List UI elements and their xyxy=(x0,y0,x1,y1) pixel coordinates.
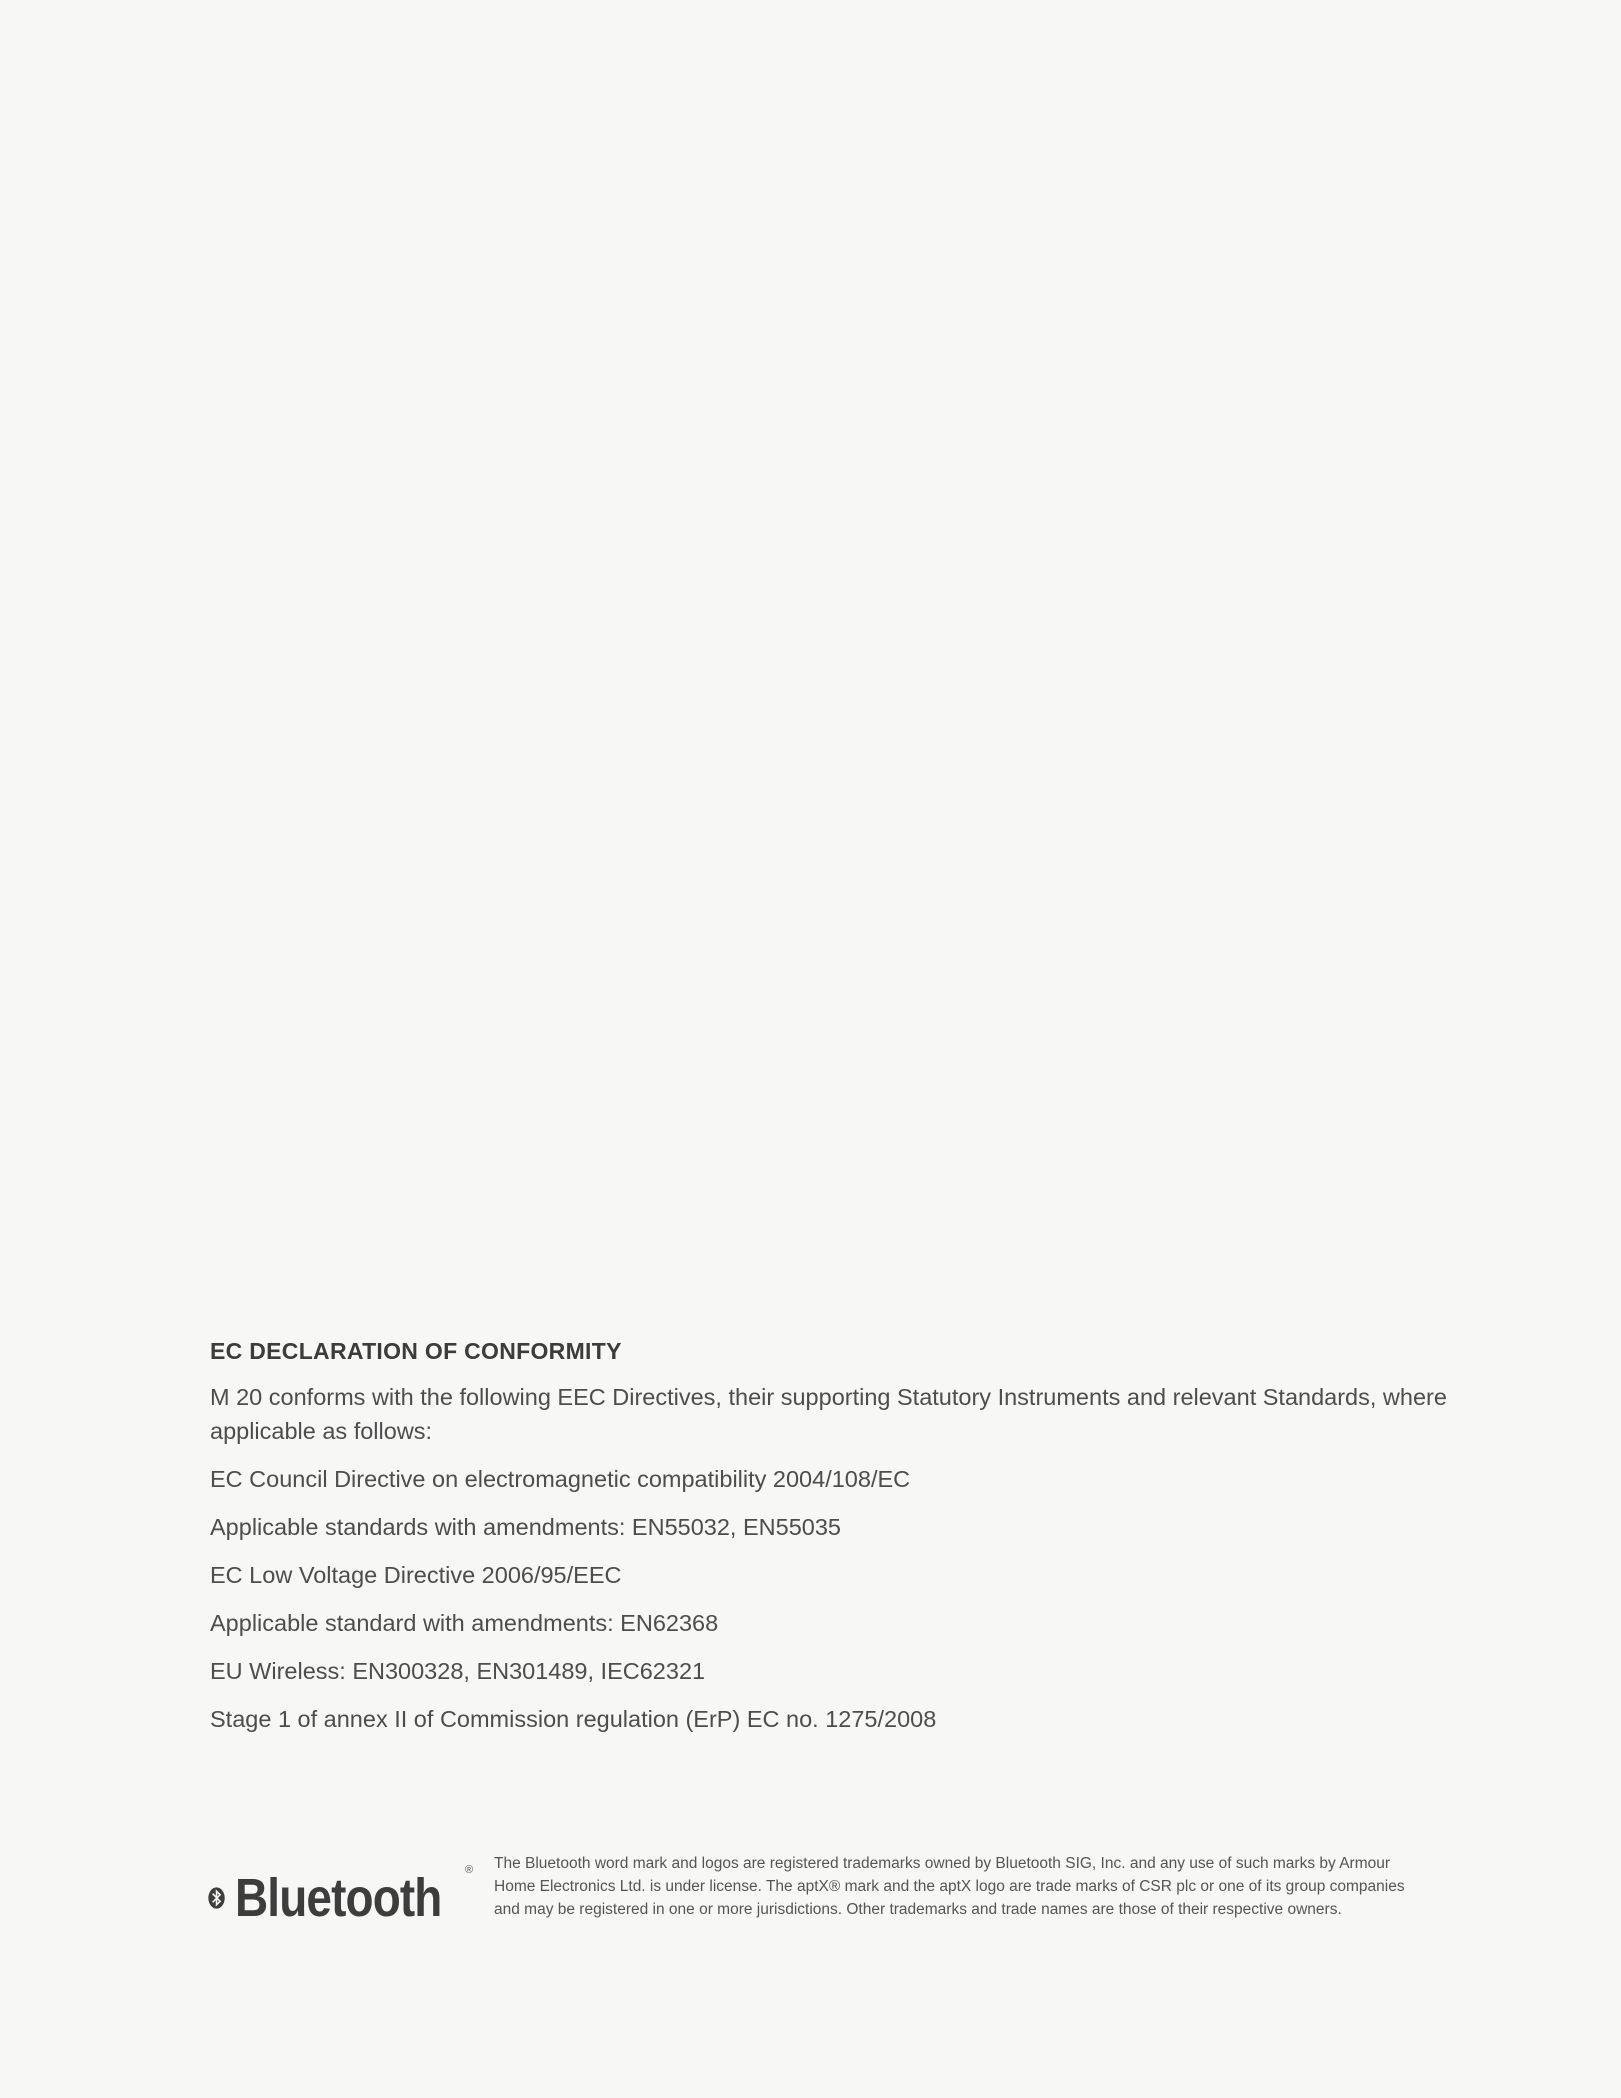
bluetooth-icon xyxy=(208,1867,225,1929)
declaration-section xyxy=(210,1336,1450,1750)
directive-line: EU Wireless: EN300328, EN301489, IEC62321 xyxy=(210,1658,706,1684)
declaration-heading: EC DECLARATION OF CONFORMITY xyxy=(210,1338,622,1364)
directive-line: Applicable standard with amendments: EN62368 xyxy=(210,1610,719,1636)
bluetooth-logo xyxy=(208,1858,478,1938)
declaration-intro: M 20 conforms with the following EEC Directives, their supporting Statutory Instruments and relevant Standards, where applicable as follows: xyxy=(210,1384,1447,1444)
trademark-footer xyxy=(208,1852,1428,1962)
registered-mark: ® xyxy=(465,1864,474,1876)
directive-line: EC Low Voltage Directive 2006/95/EEC xyxy=(210,1562,622,1588)
directive-line: Stage 1 of annex II of Commission regulation (ErP) EC no. 1275/2008 xyxy=(210,1706,937,1732)
bluetooth-wordmark: Bluetooth xyxy=(235,1868,442,1928)
directive-line: EC Council Directive on electromagnetic compatibility 2004/108/EC xyxy=(210,1466,911,1492)
legal-notice: The Bluetooth word mark and logos are registered trademarks owned by Bluetooth SIG, Inc. and any use of such marks by Armour Home Electronics Ltd. is under license. The aptX® mark and the aptX logo are trade marks of CSR plc or one of its group companies and may be registered in one or more jurisdictions. Other trademarks and trade names are those of their respective owners. xyxy=(494,1855,1405,1918)
directive-line: Applicable standards with amendments: EN55032, EN55035 xyxy=(210,1514,841,1540)
